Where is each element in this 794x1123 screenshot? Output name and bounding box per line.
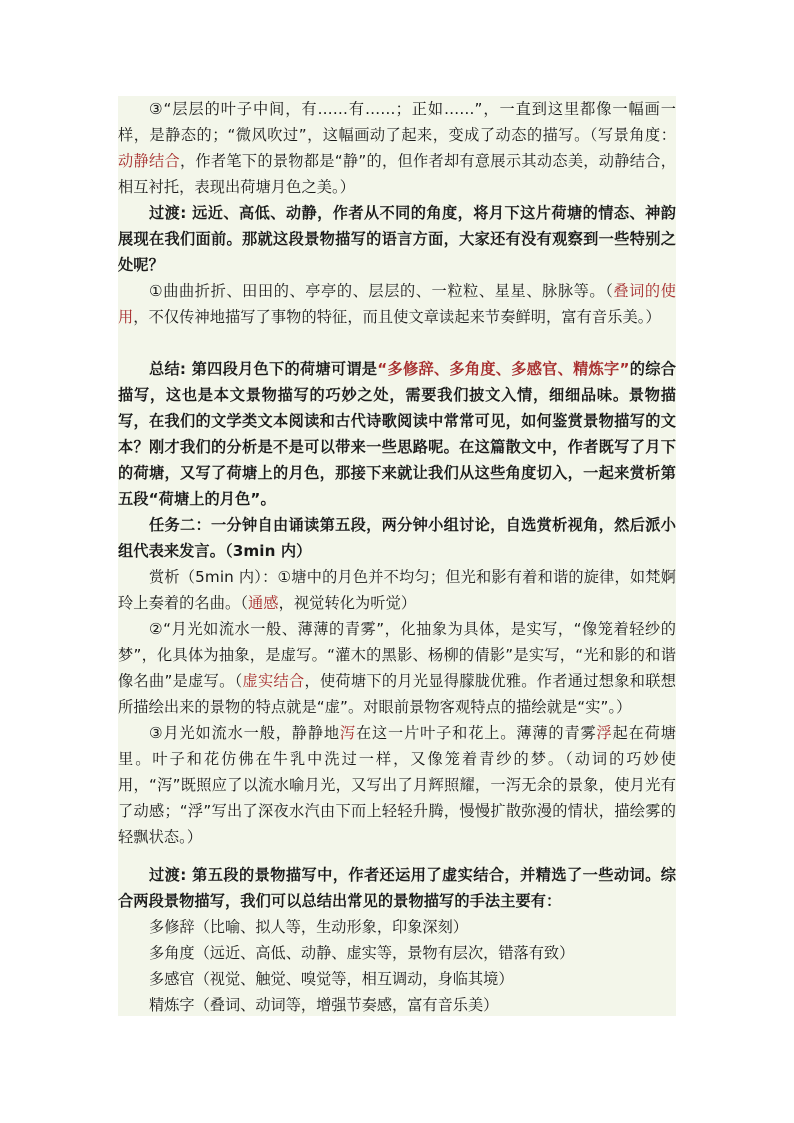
- technique-item: 多感官（视觉、触觉、嗅觉等，相互调动，身临其境）: [149, 970, 514, 988]
- text: 的综合描写，这也是本文景物描写的巧妙之处，需要我们披文入情，细细品味。景物描写，在我们的文学类文本阅读和古代诗歌阅读中常常可见，如何鉴赏景物描写的文本？刚才我们的分析是不是可以带来一些思路呢。在这篇散文中，作者既写了月下的荷塘，又写了荷塘上的月色，那接下来就让我们从这些角度切入，一起来赏析第五段“荷塘上的月色”。: [118, 360, 676, 508]
- text: ，不仅传神地描写了事物的特征，而且使文章读起来节奏鲜明，富有音乐美。）: [133, 308, 661, 326]
- paragraph-real-imaginary: [118, 616, 676, 720]
- text: ③“层层的叶子中间，有……有……；正如……”，一直到这里都像一幅画一样，是静态的；“微风吹过”，这幅画动了起来，变成了动态的描写。（写景角度：: [118, 100, 676, 144]
- highlight-term: 通感: [248, 594, 279, 612]
- technique-item: 多角度（远近、高低、动静、虚实等，景物有层次，错落有致）: [149, 944, 575, 962]
- text: 起在荷塘里。叶子和花仿佛在牛乳中洗过一样，又像笼着青纱的梦。（动词的巧妙使用，“泻”既照应了以流水喻月光，又写出了月辉照耀，一泻无余的景象，使月光有了动感；“浮”写出了深夜水汽由下而上轻轻升腾，慢慢扩散弥漫的情状，描绘雾的轻飘状态。）: [118, 724, 676, 846]
- text: ②“月光如流水一般、薄薄的青雾”，化抽象为具体，是实写，“像笼着轻纱的梦”，化具体为抽象，是虚写。“灌木的黑影、杨柳的倩影”是实写，“光和影的和谐像名曲”是虚写。（: [118, 620, 676, 690]
- highlight-term: 叠词的使用: [118, 282, 676, 326]
- highlight-term: 浮: [596, 724, 613, 742]
- task-two-paragraph: 任务二：一分钟自由诵读第五段，两分钟小组讨论，自选赏析视角，然后派小组代表来发言。（3min 内）: [118, 516, 676, 560]
- technique-item: 精炼字（叠词、动词等，增强节奏感，富有音乐美）: [149, 996, 499, 1014]
- text: ③月光如流水一般，静静地: [149, 724, 340, 742]
- highlight-term: 动静结合: [118, 152, 180, 170]
- appreciation-paragraph: [118, 564, 676, 616]
- technique-item: 多修辞（比喻、拟人等，生动形象，印象深刻）: [149, 918, 468, 936]
- transition-paragraph-2: 过渡: 第五段的景物描写中，作者还运用了虚实结合，并精选了一些动词。综合两段景物描写，我们可以总结出常见的景物描写的手法主要有：: [118, 866, 676, 910]
- text: 赏析（5min 内）：①塘中的月色并不均匀；但光和影有着和谐的旋律，如梵婀玲上奏着的名曲。（: [118, 568, 676, 612]
- text: 总结: 第四段月色下的荷塘可谓是: [149, 360, 378, 378]
- text: ，使荷塘下的月光显得朦胧优雅。作者通过想象和联想所描绘出来的景物的特点就是“虚”。对眼前景物客观特点的描绘就是“实”。）: [118, 672, 676, 716]
- highlight-term: 虚实结合: [242, 672, 305, 690]
- paragraph-reduplication: [118, 278, 676, 330]
- text: ，作者笔下的景物都是“静”的，但作者却有意展示其动态美，动静结合，相互衬托，表现出荷塘月色之美。）: [118, 152, 676, 196]
- text: 在这一片叶子和花上。薄薄的青雾: [355, 724, 597, 742]
- highlight-term: “多修辞、多角度、多感官、精炼字”: [377, 360, 630, 378]
- text: ①曲曲折折、田田的、亭亭的、层层的、一粒粒、星星、脉脉等。（: [149, 282, 614, 300]
- highlight-term: 泻: [339, 724, 356, 742]
- text: ，视觉转化为听觉）: [278, 594, 417, 612]
- summary-paragraph: [118, 356, 676, 512]
- transition-paragraph: 过渡: 远近、高低、动静，作者从不同的角度，将月下这片荷塘的情态、神韵展现在我们面前。那就这段景物描写的语言方面，大家还有没有观察到一些特别之处呢？: [118, 204, 676, 274]
- paragraph-static-dynamic: [118, 96, 676, 200]
- paragraph-verbs: [118, 720, 676, 850]
- document-body: [118, 96, 676, 1016]
